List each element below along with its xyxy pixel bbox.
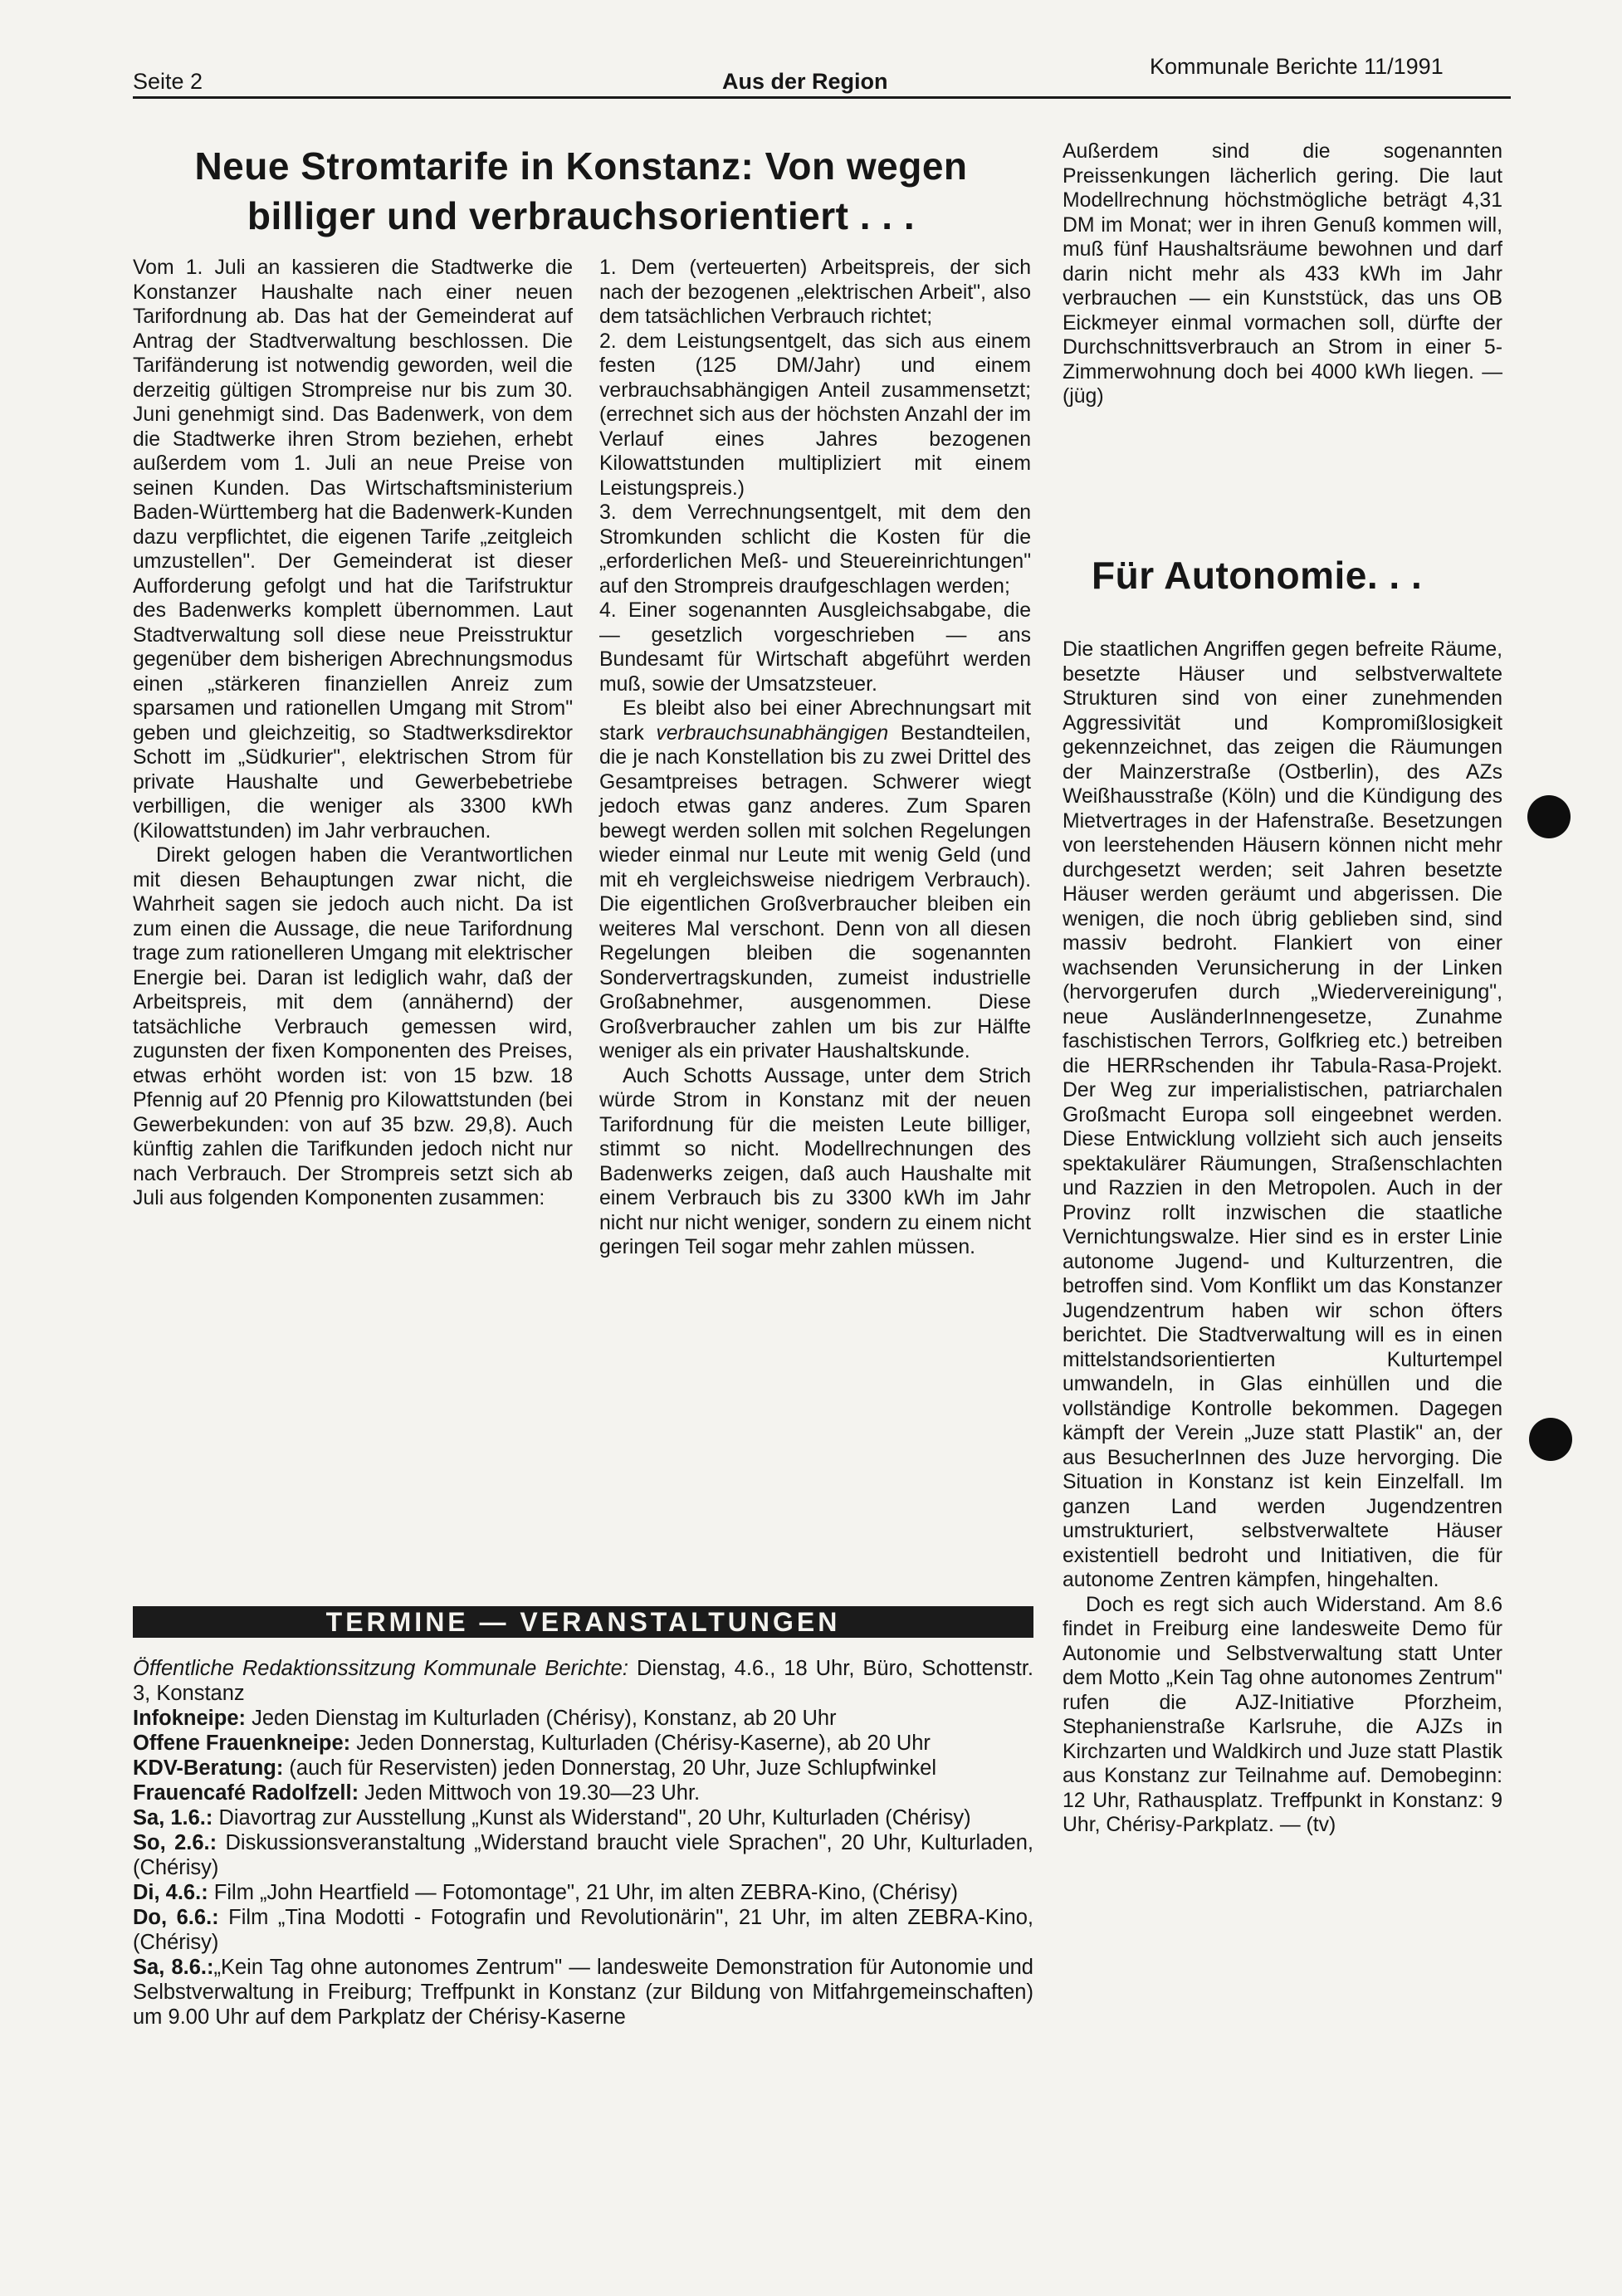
event-label: Offene Frauenkneipe: <box>133 1732 351 1755</box>
event-entry <box>133 1731 1033 1756</box>
list-item: 1. Dem (verteuerten) Arbeitspreis, der sich nach der bezogenen „elektrischen Arbeit", also dem tatsächlichen Verbrauch richtet; <box>599 256 1031 328</box>
article-paragraph: Vom 1. Juli an kassieren die Stadtwerke die Konstanzer Haushalte nach einer neuen Tarifordnung ab. Das hat der Gemeinderat auf Antrag der Stadtverwaltung beschlossen. Die Tarifänderung ist notwendig geworden, weil die derzeitig gültigen Strompreise nur bis zum 30. Juni genehmigt sind. Das Badenwerk, von dem die Stadtwerke ihren Strom beziehen, erhebt außerdem vom 1. Juli an neue Preise von seinen Kunden. Das Wirtschaftsministerium Baden-Württemberg hat die Badenwerk-Kunden dazu verpflichtet, die eigenen Tarife „zeitgleich umzustellen". Der Gemeinderat ist dieser Aufforderung gefolgt und hat die Tarifstruktur des Badenwerks komplett übernommen. Laut Stadtverwaltung soll diese neue Preisstruktur gegenüber dem bisherigen Abrechnungsmodus einen „stärkeren finanziellen Anreiz zum sparsamen und rationellen Umgang mit Strom" geben und gleichzeitig, so Stadtwerksdirektor Schott im „Südkurier", elektrischen Strom für private Haushalte und Gewerbebetriebe verbilligen, die weniger als 3300 kWh (Kilowattstunden) im Jahr verbrauchen. <box>133 256 573 843</box>
event-text: Jeden Donnerstag, Kulturladen (Chérisy-Kaserne), ab 20 Uhr <box>350 1732 931 1755</box>
emphasis-text: verbrauchsunabhängigen <box>656 721 889 745</box>
text-run: Es bleibt also bei einer Abrechnungsart mit stark <box>599 697 1031 745</box>
list-item: 2. dem Leistungsentgelt, das sich aus einem festen (125 DM/Jahr) und einem verbrauchsabhängigen Anteil zusammensetzt; (errechnet sich aus der höchsten Anzahl der im Verlauf eines Jahres bezogenen Kilowattstunden multipliziert mit einem Leistungspreis.) <box>599 330 1031 500</box>
publication-title: Kommunale Berichte 11/1991 <box>1150 54 1444 79</box>
event-label: Do, 6.6.: <box>133 1906 219 1929</box>
event-entry <box>133 1905 1033 1955</box>
event-label: Öffentliche Redaktionssitzung Kommunale Berichte: <box>133 1657 628 1680</box>
text-run: Bestandteilen, die je nach Konstellation bis zu zwei Drittel des Gesamtpreises betragen. Schwerer wiegt jedoch etwas ganz anderes. Zum Sparen bewegt werden sollen mit solchen Regelungen wieder einmal nur Leute mit wenig Geld (und mit eh vergleichsweise niedrigem Verbrauch). Die eigentlichen Großverbraucher bleiben ein weiteres Mal verschont. Denn von all diesen Regelungen bleiben die sogenannten Sondervertragskunden, zumeist industrielle Großabnehmer, ausgenommen. Diese Großverbraucher zahlen um bis zur Hälfte weniger als ein privater Haushaltskunde. <box>599 721 1031 1063</box>
article-column-1 <box>133 256 573 1211</box>
event-text: Jeden Mittwoch von 19.30—23 Uhr. <box>359 1781 701 1805</box>
event-entry <box>133 1706 1033 1731</box>
event-text: Film „Tina Modotti - Fotografin und Revolutionärin", 21 Uhr, im alten ZEBRA-Kino, (Chérisy) <box>133 1906 1033 1954</box>
article-paragraph <box>599 696 1031 1064</box>
article-column-2 <box>599 256 1031 1260</box>
event-label: Infokneipe: <box>133 1707 247 1730</box>
event-label: Sa, 1.6.: <box>133 1806 213 1829</box>
events-banner <box>133 1606 1033 1638</box>
event-label: Sa, 8.6.: <box>133 1956 214 1979</box>
event-entry <box>133 1781 1033 1805</box>
event-text: Film „John Heartfield — Fotomontage", 21 Uhr, im alten ZEBRA-Kino, (Chérisy) <box>208 1881 958 1904</box>
hole-punch <box>1527 795 1571 838</box>
event-entry <box>133 1656 1033 1706</box>
list-item: 4. Einer sogenannten Ausgleichsabgabe, die — gesetzlich vorgeschrieben — ans Bundesamt für Wirtschaft abgeführt werden muß, sowie der Umsatzsteuer. <box>599 599 1031 696</box>
article-headline: Neue Stromtarife in Konstanz: Von wegen billiger und verbrauchsorientiert . . . <box>194 144 968 237</box>
article-paragraph: Direkt gelogen haben die Verantwortlichen mit diesen Behauptungen zwar nicht, die Wahrheit sagen sie jedoch auch nicht. Da ist zum einen die Aussage, die neue Tarifordnung trage zum rationelleren Umgang mit elektrischer Energie bei. Daran ist lediglich wahr, daß der Arbeitspreis, mit dem (annähernd) der tatsächliche Verbrauch gemessen wird, zugunsten der fixen Komponenten des Preises, etwas erhöht worden ist: von 15 bzw. 18 Pfennig auf 20 Pfennig pro Kilowattstunden (bei Gewerbekunden: von auf 35 bzw. 29,8). Auch künftig zahlen die Tarifkunden jedoch nicht nur nach Verbrauch. Der Strompreis setzt sich ab Juli aus folgenden Komponenten zusammen: <box>133 844 573 1209</box>
article-paragraph: Außerdem sind die sogenannten Preissenkungen lächerlich gering. Die laut Modellrechnung höchstmögliche beträgt 4,31 DM im Monat; wer in ihren Genuß kommen will, muß fünf Haushaltsräume bewohnen und darf darin nicht mehr als 433 kWh im Jahr verbrauchen — ein Kunststück, das uns OB Eickmeyer einmal vormachen soll, dürfte der Durchschnittsverbrauch an Strom in einer 5-Zimmerwohnung doch bei 4000 kWh liegen. — (jüg) <box>1063 140 1502 408</box>
event-entry <box>133 1955 1033 2030</box>
article-paragraph: Doch es regt sich auch Widerstand. Am 8.6 findet in Freiburg eine landesweite Demo für Autonomie und Selbstverwaltung statt Unter dem Motto „Kein Tag ohne autonomes Zentrum" rufen die AJZ-Initiative Pforzheim, Stephanienstraße Karlsruhe, die AJZs in Kirchzarten und Waldkirch und Juze statt Plastik aus Konstanz zur Teilnahme auf. Demobeginn: 12 Uhr, Rathausplatz. Treffpunkt in Konstanz: 9 Uhr, Chérisy-Parkplatz. — (tv) <box>1063 1593 1502 1836</box>
article-paragraph: Auch Schotts Aussage, unter dem Strich würde Strom in Konstanz mit der neuen Tarifordnung für die meisten Leute billiger, stimmt so nicht. Modellrechnungen des Badenwerks zeigen, daß auch Haushalte mit einem Verbrauch bis zu 3300 kWh im Jahr nicht nur nicht weniger, sondern zu einem nicht geringen Teil sogar mehr zahlen müssen. <box>599 1064 1031 1258</box>
article-paragraph: Die staatlichen Angriffen gegen befreite Räume, besetzte Häuser und selbstverwaltete Strukturen sind von einer zunehmenden Aggressivität und Kompromißlosigkeit gekennzeichnet, das zeigen die Räumungen der Mainzerstraße (Ostberlin), des AZs Weißhausstraße (Köln) und die Kündigung des Mietvertrages in der Hafenstraße. Besetzungen von leerstehenden Häusern können nicht mehr durchgesetzt werden; seit Jahren besetzte Häuser werden geräumt und abgerissen. Die wenigen, die noch übrig geblieben sind, sind massiv bedroht. Flankiert von einer wachsenden Verunsicherung in der Linken (hervorgerufen durch „Wiedervereinigung", neue AusländerInnengesetze, Zunahme faschistischen Terrors, Golfkrieg etc.) betreiben die HERRschenden ihr Tabula-Rasa-Projekt. Der Weg zur imperialistischen, patriarchalen Großmacht Europa soll eingeebnet werden. Diese Entwicklung vollzieht sich auch jenseits spektakulärer Räumungen, Straßenschlachten und Razzien in den Metropolen. Auch in der Provinz rollt inzwischen die staatliche Vernichtungswalze. Hier sind es in erster Linie autonome Jugend- und Kulturzentren, die betroffen sind. Vom Konflikt um das Konstanzer Jugendzentrum haben wir schon öfters berichtet. Die Stadtverwaltung will es in einen mittelstandsorientierten Kulturtempel umwandeln, in Glas einhüllen und die vollständige Kontrolle bekommen. Dagegen kämpft der Verein „Juze statt Plastik" an, der aus BesucherInnen des Juze hervorging. Die Situation in Konstanz ist kein Einzelfall. Im ganzen Land werden Jugendzentren umstrukturiert, selbstverwaltete Häuser existentiell bedroht und Initiativen, die für autonome Zentren kämpfen, hingehalten. <box>1063 638 1502 1591</box>
events-banner-title: TERMINE — VERANSTALTUNGEN <box>325 1607 841 1637</box>
event-label: Frauencafé Radolfzell: <box>133 1781 359 1805</box>
event-entry <box>133 1830 1033 1880</box>
event-label: Di, 4.6.: <box>133 1881 208 1904</box>
events-list <box>133 1656 1033 2030</box>
article-headline-autonomie: Für Autonomie. . . <box>1092 554 1423 597</box>
event-text: Diavortrag zur Ausstellung „Kunst als Widerstand", 20 Uhr, Kulturladen (Chérisy) <box>213 1806 971 1829</box>
event-entry <box>133 1880 1033 1905</box>
event-entry <box>133 1756 1033 1781</box>
event-text: (auch für Reservisten) jeden Donnerstag, 20 Uhr, Juze Schlupfwinkel <box>283 1756 936 1780</box>
article-autonomie-body <box>1063 638 1502 1838</box>
event-text: Jeden Dienstag im Kulturladen (Chérisy), Konstanz, ab 20 Uhr <box>246 1707 837 1730</box>
page-number: Seite 2 <box>133 69 203 94</box>
section-title: Aus der Region <box>722 69 888 94</box>
event-label: So, 2.6.: <box>133 1831 217 1854</box>
hole-punch <box>1529 1418 1572 1461</box>
event-text: Dienstag, 4.6., 18 Uhr, Büro, Schottenstr. 3, Konstanz <box>133 1657 1034 1705</box>
event-entry <box>133 1805 1033 1830</box>
list-item: 3. dem Verrechnungsentgelt, mit dem den Stromkunden schlicht die Kosten für die „erforderlichen Meß- und Steuereinrichtungen" auf den Strompreis draufgeschlagen werden; <box>599 501 1031 598</box>
event-text: „Kein Tag ohne autonomes Zentrum" — landesweite Demonstration für Autonomie und Selbstverwaltung in Freiburg; Treffpunkt in Konstanz (zur Bildung von Mitfahrgemeinschaften) um 9.00 Uhr auf dem Parkplatz der Chérisy-Kaserne <box>133 1956 1033 2029</box>
event-text: Diskussionsveranstaltung „Widerstand braucht viele Sprachen", 20 Uhr, Kulturladen, (Chérisy) <box>133 1831 1034 1879</box>
article-column-3 <box>1063 139 1502 409</box>
event-label: KDV-Beratung: <box>133 1756 284 1780</box>
header-rule <box>133 96 1511 99</box>
